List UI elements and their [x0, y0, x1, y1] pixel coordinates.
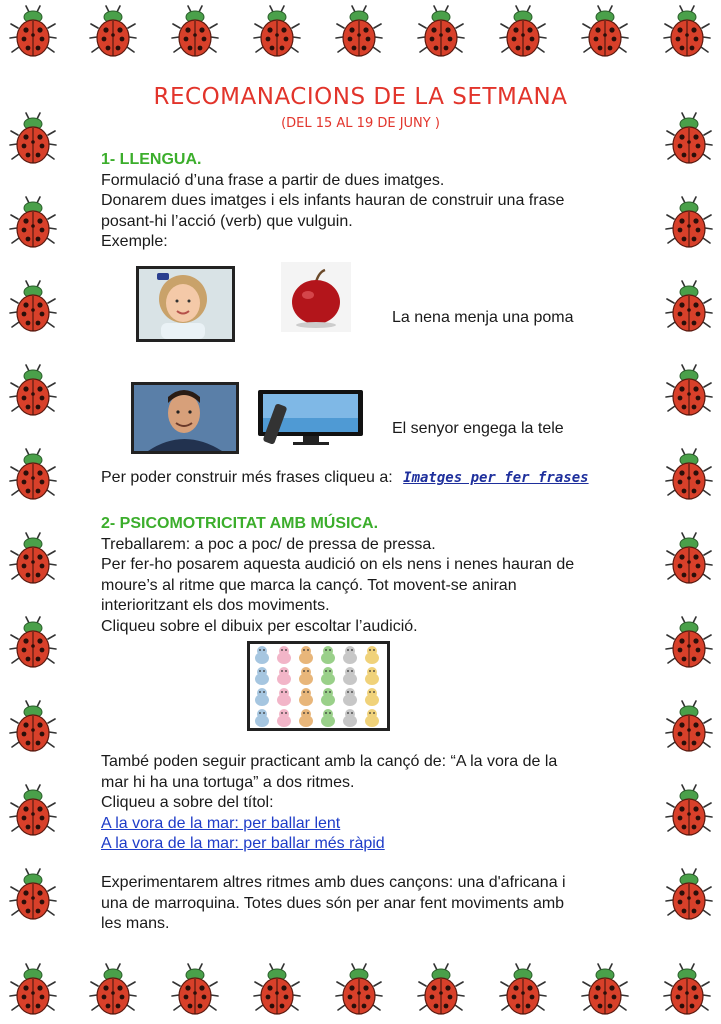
example2-caption: El senyor engega la tele — [392, 420, 564, 437]
cta-line — [101, 469, 589, 487]
fast-dance-link[interactable]: A la vora de la mar: per ballar més ràpid — [101, 835, 385, 852]
paragraph-line: una de marroquina. Totes dues són per anar fent moviments amb — [101, 894, 565, 912]
ladybug-icon — [8, 279, 58, 335]
ladybug-icon — [664, 279, 714, 335]
paragraph-line: posant-hi l’acció (verb) que vulguin. — [101, 212, 353, 230]
ladybug-icon — [8, 615, 58, 671]
paragraph-line: interioritzant els dos moviments. — [101, 597, 330, 614]
ladybug-icon — [170, 962, 220, 1018]
ladybug-icon — [8, 867, 58, 923]
paragraph-line: Per fer-ho posarem aquesta audició on els nens i nenes hauran de — [101, 556, 575, 573]
ladybug-icon — [664, 531, 714, 587]
ladybug-icon — [662, 962, 712, 1018]
paragraph-line: Formulació d’una frase a partir de dues imatges. — [101, 171, 445, 189]
ladybug-icon — [334, 4, 384, 60]
ladybug-icon — [580, 962, 630, 1018]
paragraph-line: mar hi ha una tortuga” a dos ritmes. — [101, 773, 355, 791]
closing-paragraph — [101, 873, 621, 935]
girl-photo — [136, 266, 235, 342]
ladybug-icon — [334, 962, 384, 1018]
ladybug-icon — [662, 4, 712, 60]
paragraph-line: Experimentarem altres ritmes amb dues cançons: una d'africana i — [101, 874, 566, 891]
ladybug-icon — [8, 783, 58, 839]
paragraph-line: moure’s al ritme que marca la cançó. Tot movent-se aniran — [101, 576, 517, 594]
ladybug-icon — [252, 962, 302, 1018]
ladybug-icon — [498, 4, 548, 60]
animals-audio-image[interactable] — [247, 641, 390, 731]
paragraph-line: Cliqueu sobre el dibuix per escoltar l’audició. — [101, 617, 418, 635]
paragraph-line: Treballarem: a poc a poc/ de pressa de pressa. — [101, 535, 436, 553]
paragraph-line: També poden seguir practicant amb la cançó de: “A la vora de la — [101, 753, 558, 770]
ladybug-icon — [8, 447, 58, 503]
ladybug-icon — [664, 195, 714, 251]
ladybug-icon — [664, 363, 714, 419]
ladybug-icon — [664, 615, 714, 671]
paragraph-line: les mans. — [101, 915, 170, 932]
slow-dance-link[interactable]: A la vora de la mar: per ballar lent — [101, 814, 341, 832]
ladybug-icon — [416, 4, 466, 60]
section-heading: 1- LLENGUA. — [101, 151, 202, 168]
ladybug-icon — [8, 195, 58, 251]
ladybug-icon — [664, 447, 714, 503]
song-paragraph — [101, 752, 621, 855]
ladybug-icon — [8, 531, 58, 587]
paragraph-line: Cliqueu a sobre del títol: — [101, 794, 274, 811]
ladybug-icon — [8, 699, 58, 755]
example1-caption: La nena menja una poma — [392, 309, 574, 326]
page-title: RECOMANACIONS DE LA SETMANA — [153, 84, 568, 110]
ladybug-icon — [8, 363, 58, 419]
section-heading: 2- PSICOMOTRICITAT AMB MÚSICA. — [101, 515, 379, 532]
ladybug-icon — [88, 962, 138, 1018]
section-llengua — [101, 150, 621, 253]
ladybug-icon — [498, 962, 548, 1018]
ladybug-icon — [170, 4, 220, 60]
section-psicomotricitat — [101, 514, 621, 637]
ladybug-icon — [664, 867, 714, 923]
ladybug-icon — [252, 4, 302, 60]
sentence-images-link[interactable]: Imatges per fer frases — [403, 470, 589, 486]
ladybug-icon — [8, 962, 58, 1018]
ladybug-icon — [8, 4, 58, 60]
page-subtitle: (DEL 15 AL 19 DE JUNY ) — [281, 116, 440, 131]
cta-text: Per poder construir més frases cliqueu a: — [101, 469, 393, 486]
ladybug-icon — [664, 699, 714, 755]
ladybug-icon — [664, 783, 714, 839]
paragraph-line: Exemple: — [101, 233, 168, 250]
ladybug-icon — [88, 4, 138, 60]
man-photo — [131, 382, 239, 454]
paragraph-line: Donarem dues imatges i els infants hauran de construir una frase — [101, 192, 565, 209]
apple-image — [281, 262, 351, 332]
ladybug-icon — [416, 962, 466, 1018]
ladybug-icon — [580, 4, 630, 60]
tv-image — [255, 388, 367, 448]
